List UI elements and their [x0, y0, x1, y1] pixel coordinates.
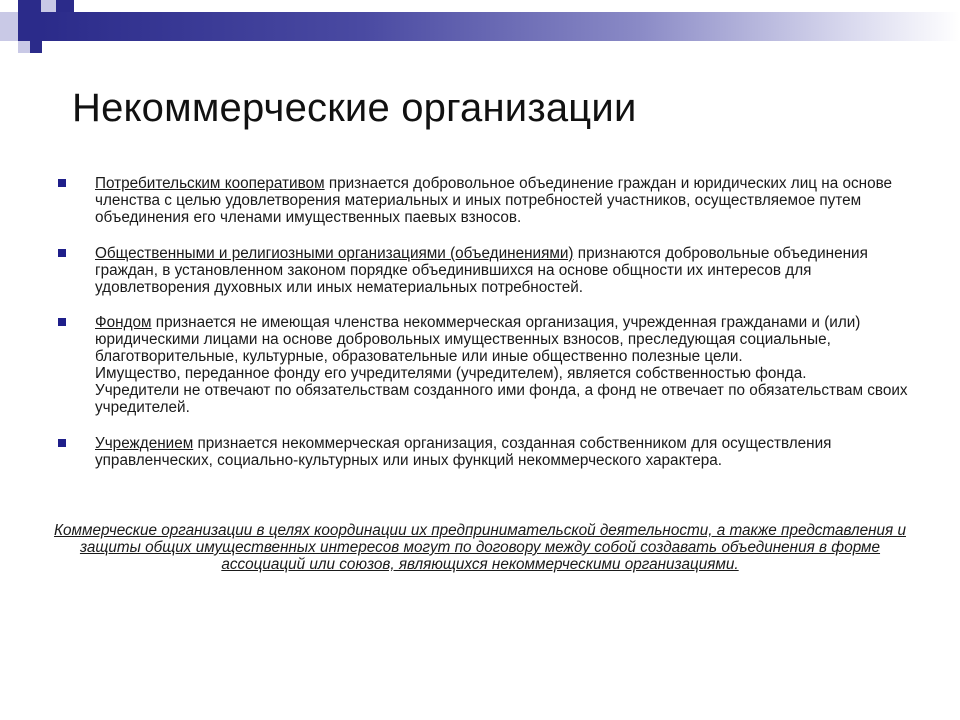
square-bullet-icon	[58, 439, 66, 447]
bullet-text: признается добровольное объединение граждан и юридических лиц на основе членства с целью удовлетворения материальных и иных потребностей участников, осуществляемое путем объединения его членами имущественных паевых взносов.	[95, 175, 893, 226]
bullet-term: Учреждением	[95, 435, 194, 452]
bullet-list	[58, 175, 908, 469]
square-bullet-icon	[58, 179, 66, 187]
bullet-term: Фондом	[95, 314, 152, 331]
bullet-text: признается не имеющая членства некоммерческая организация, учрежденная гражданами и (или) юридическими лицами на основе добровольных имущественных взносов, преследующая социальные, благотворительные, культурные, образовательные или иные общественно полезные цели.	[95, 314, 861, 365]
footnote-commercial-organizations: Коммерческие организации в целях координации их предпринимательской деятельности, а также представления и защиты общих имущественных интересов могут по договору между собой создавать объединения в форме ассоциаций или союзов, являющихся некоммерческими организациями.	[54, 522, 906, 573]
slide-title: Некоммерческие организации	[72, 86, 637, 130]
deco-square	[0, 12, 18, 41]
square-bullet-icon	[58, 318, 66, 326]
bullet-text-paragraph: Имущество, переданное фонду его учредителями (учредителем), является собственностью фонда.	[95, 365, 807, 382]
bullet-item	[58, 435, 908, 469]
deco-square	[18, 12, 42, 41]
bullet-term: Общественными и религиозными организациями (объединениями)	[95, 245, 574, 262]
deco-square	[30, 41, 42, 53]
square-bullet-icon	[58, 249, 66, 257]
bullet-text: признаются добровольные объединения граждан, в установленном законом порядке объединившихся на основе общности их интересов для удовлетворения духовных или иных нематериальных потребностей.	[95, 245, 868, 296]
deco-square	[18, 0, 41, 12]
bullet-item	[58, 175, 908, 226]
header-gradient-bar	[42, 12, 960, 41]
bullet-item	[58, 245, 908, 296]
bullet-text-paragraph: Учредители не отвечают по обязательствам созданного ими фонда, а фонд не отвечает по обязательствам своих учредителей.	[95, 382, 908, 416]
deco-square	[18, 41, 30, 53]
bullet-term: Потребительским кооперативом	[95, 175, 325, 192]
deco-square	[56, 0, 74, 12]
deco-square	[41, 0, 56, 12]
bullet-item	[58, 314, 908, 416]
bullet-text: признается некоммерческая организация, созданная собственником для осуществления управленческих, социально-культурных или иных функций некоммерческого характера.	[95, 435, 832, 469]
